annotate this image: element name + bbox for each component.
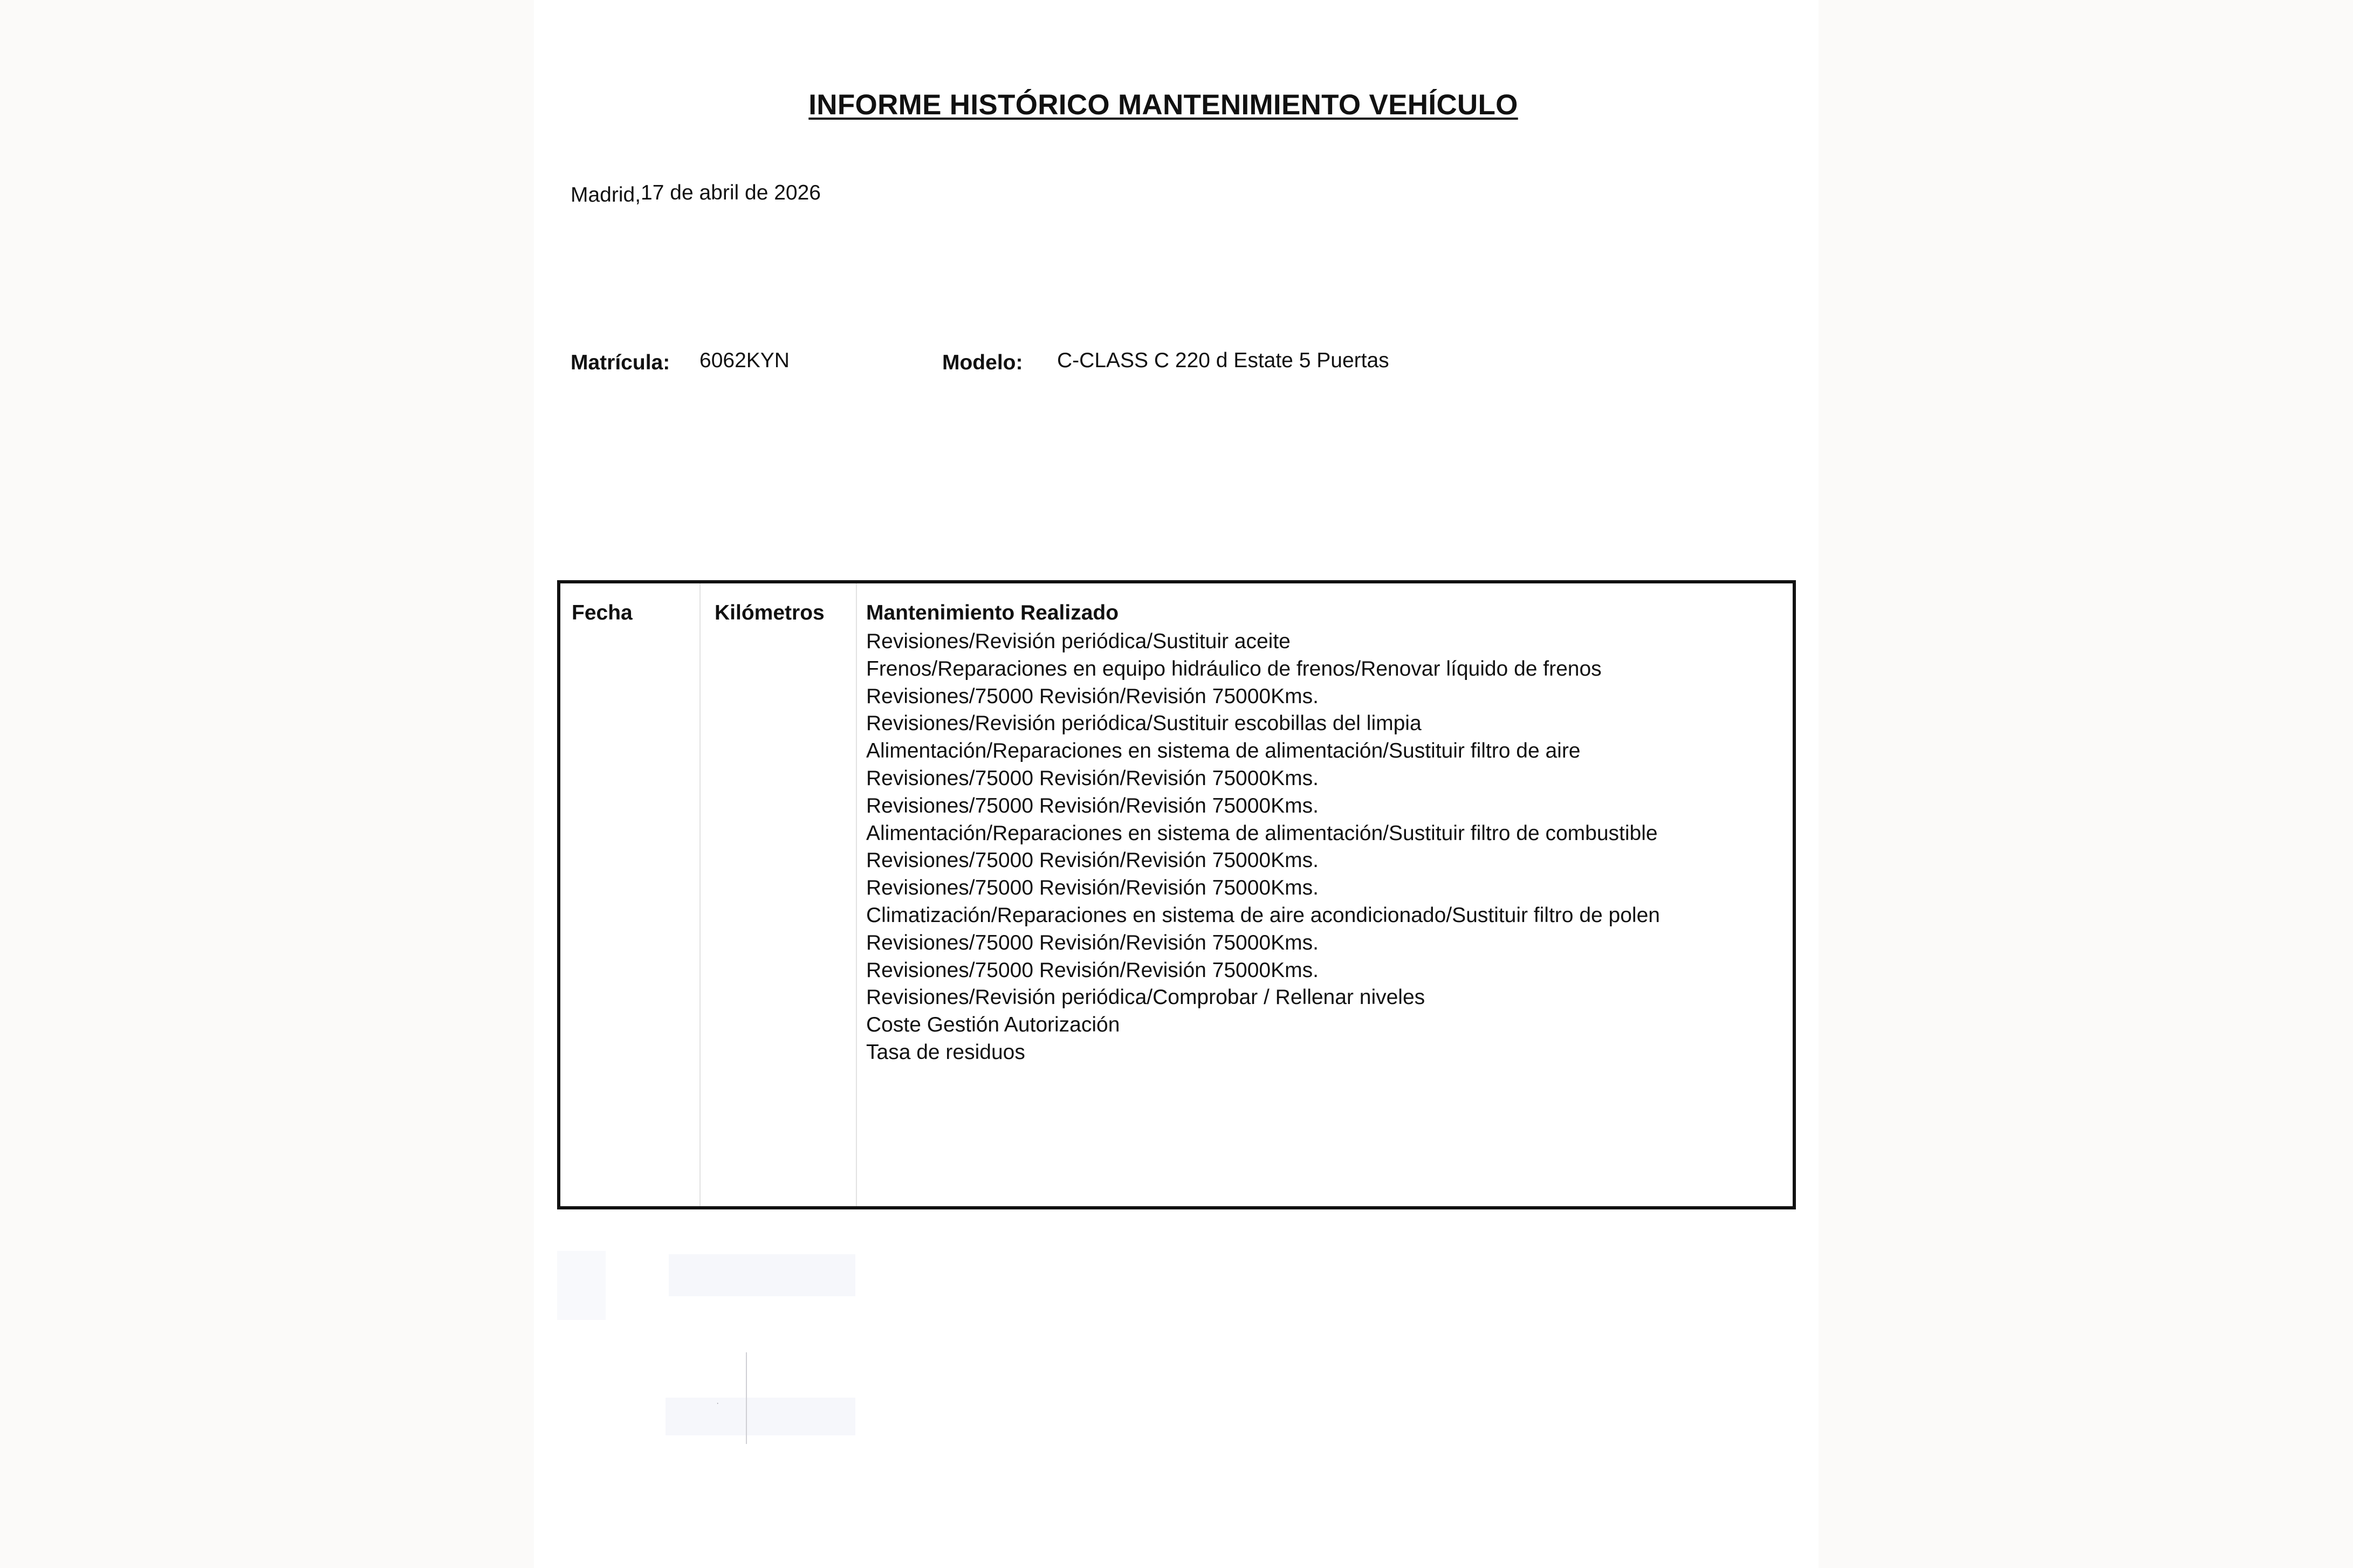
faint-block [669,1254,855,1296]
faint-block [666,1398,855,1435]
list-item: Frenos/Reparaciones en equipo hidráulico de frenos/Renovar líquido de frenos [866,657,1602,680]
header-maintenance: Mantenimiento Realizado [866,601,1119,624]
list-item: Revisiones/Revisión periódica/Sustituir escobillas del limpia [866,712,1422,735]
column-divider [856,583,857,1206]
report-date: 17 de abril de 2026 [641,181,821,204]
faint-line [746,1352,747,1444]
list-item: Revisiones/75000 Revisión/Revisión 75000Kms. [866,849,1319,872]
header-date: Fecha [572,601,633,624]
list-item: Coste Gestión Autorización [866,1013,1120,1037]
list-item: Climatización/Reparaciones en sistema de aire acondicionado/Sustituir filtro de polen [866,903,1660,927]
model-value: C-CLASS C 220 d Estate 5 Puertas [1057,349,1389,372]
list-item: Tasa de residuos [866,1040,1025,1064]
document-page [534,0,1819,1568]
list-item: Revisiones/Revisión periódica/Comprobar / Rellenar niveles [866,986,1425,1009]
maintenance-list [866,628,1664,1067]
model-label: Modelo: [942,351,1023,374]
list-item: Revisiones/75000 Revisión/Revisión 75000Kms. [866,766,1319,790]
place-date-line [571,183,821,207]
header-km: Kilómetros [715,601,825,624]
place: Madrid, [571,183,641,207]
list-item: Revisiones/75000 Revisión/Revisión 75000Kms. [866,794,1319,817]
list-item: Revisiones/75000 Revisión/Revisión 75000Kms. [866,684,1319,708]
list-item: Alimentación/Reparaciones en sistema de alimentación/Sustituir filtro de combustible [866,821,1658,845]
list-item: Revisiones/75000 Revisión/Revisión 75000Kms. [866,876,1319,900]
plate-value: 6062KYN [699,349,790,372]
list-item: Revisiones/75000 Revisión/Revisión 75000Kms. [866,931,1319,954]
report-title: INFORME HISTÓRICO MANTENIMIENTO VEHÍCULO [808,89,1518,121]
list-item: Alimentación/Reparaciones en sistema de alimentación/Sustituir filtro de aire [866,739,1581,763]
list-item: Revisiones/75000 Revisión/Revisión 75000Kms. [866,958,1319,982]
maintenance-table [557,580,1796,1209]
plate-label: Matrícula: [571,351,670,374]
faint-mark: · [716,1399,719,1408]
list-item: Revisiones/Revisión periódica/Sustituir aceite [866,630,1291,653]
column-divider [699,583,701,1206]
faint-block [557,1251,606,1320]
